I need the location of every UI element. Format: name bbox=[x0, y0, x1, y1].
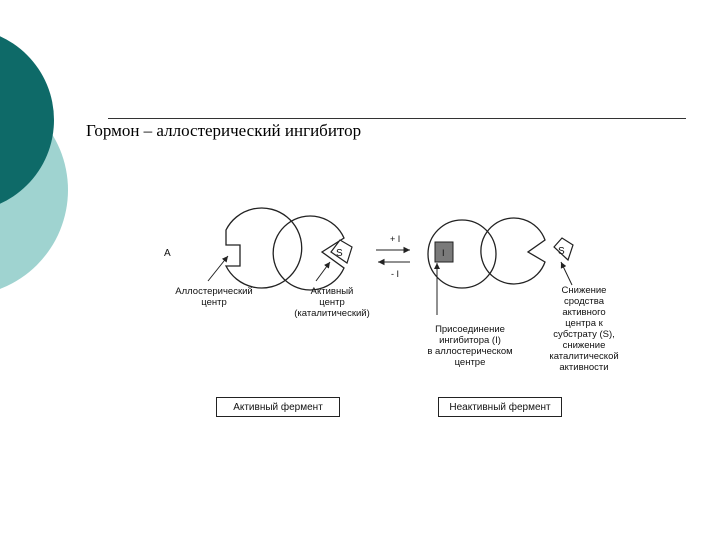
pointer-allosteric-center bbox=[208, 256, 228, 281]
substrate-symbol-right: S bbox=[558, 246, 565, 257]
arrow-forward-label: + I bbox=[390, 234, 401, 244]
allosteric-center-label: Аллостерический центр bbox=[175, 286, 253, 308]
inhibitor-square bbox=[435, 242, 453, 262]
panel-letter: A bbox=[164, 248, 171, 259]
substrate-symbol-left: S bbox=[336, 248, 343, 259]
active-center-label: Активный центр (каталитический) bbox=[294, 286, 370, 319]
arrow-reverse-label: - I bbox=[391, 269, 399, 279]
pointer-affinity-decrease bbox=[561, 262, 572, 285]
slide-title: Гормон – аллостерический ингибитор bbox=[86, 121, 362, 140]
substrate-s-right bbox=[554, 238, 573, 260]
inhibitor-binding-label: Присоединение ингибитора (I) в аллостерическом центре bbox=[427, 324, 513, 368]
active-enzyme-caption: Активный фермент bbox=[216, 397, 340, 417]
active-enzyme-regulatory-subunit bbox=[226, 208, 302, 288]
pointer-active-center bbox=[316, 262, 330, 281]
substrate-s-left bbox=[331, 240, 352, 263]
inactive-enzyme-caption: Неактивный фермент bbox=[438, 397, 562, 417]
affinity-decrease-label: Снижение сродства активного центра к субстрату (S), снижение каталитической активности bbox=[549, 285, 619, 373]
inactive-enzyme-catalytic-subunit bbox=[481, 218, 545, 284]
inhibitor-symbol: I bbox=[442, 248, 445, 258]
